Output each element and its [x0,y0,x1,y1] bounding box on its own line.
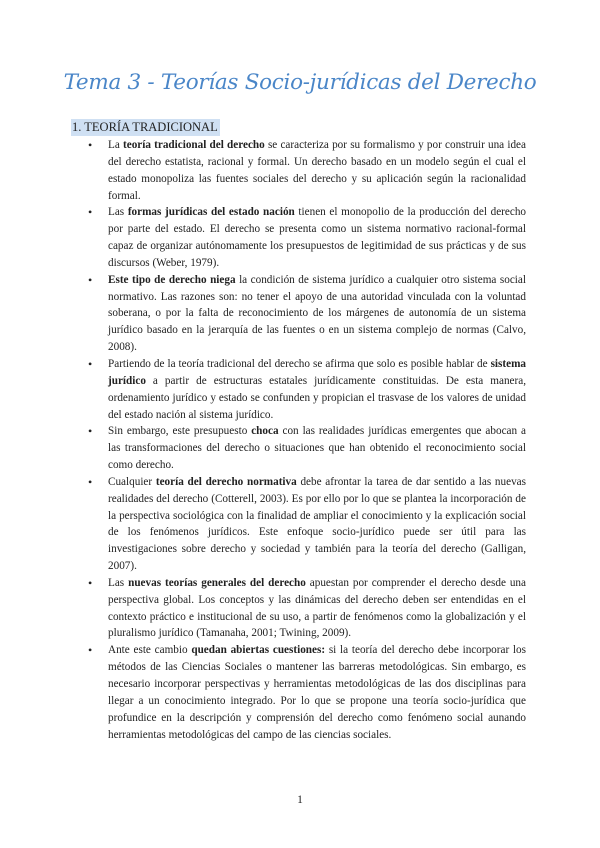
bold-term: teoría del derecho normativa [155,475,297,488]
bold-term: formas jurídicas del estado nación [127,206,295,219]
bullet-item: • Partiendo de la teoría tradicional del derecho se afirma que solo es posible hablar de sistema jurídico a partir de estructuras estatales jurídicamente constituidas. De esta manera, ordenamiento jurídico y estado se confunden y propician el trasvase de los valores de unidad del estado nación al sistema jurídico. [108,356,526,423]
bold-term: quedan abiertas cuestiones: [191,644,326,657]
page-number: 1 [297,794,303,806]
bold-term: sistema jurídico [108,357,526,387]
section-heading: 1. TEORÍA TRADICIONAL [72,120,218,134]
bullet-item: • Las nuevas teorías generales del derecho apuestan por comprender el derecho desde una perspectiva global. Los conceptos y las dinámicas del derecho deben ser entendidas en el contexto práctico e institucional de su uso, a partir de fenómenos como la globalización y el pluralismo jurídico (Tamanaha, 2001; Twining, 2009). [108,575,526,642]
bold-term: choca [251,425,279,438]
bullet-item: • Cualquier teoría del derecho normativa debe afrontar la tarea de dar sentido a las nuevas realidades del derecho (Cotterell, 2003). Es por ello por lo que se plantea la incorporación de la perspectiva sociológica con la finalidad de ampliar el conocimiento y la explicación social de los fenómenos jurídicos. Este enfoque socio-jurídico puede ser útil para las investigaciones sobre derecho y sociedad y también para la teoría del derecho (Galligan, 2007). [108,474,526,575]
bullet-item: • Las formas jurídicas del estado nación tienen el monopolio de la producción del derecho por parte del estado. El derecho se presenta como un sistema normativo racional-formal capaz de organizar autónomamente los presupuestos de legitimidad de sus prácticas y de sus discursos (Weber, 1979). [108,204,526,271]
bullet-item: • Ante este cambio quedan abiertas cuestiones: si la teoría del derecho debe incorporar los métodos de las Ciencias Sociales o mantener las barreras metodológicas. Sin embargo, es necesario incorporar perspectivas y herramientas metodológicas de las dos disciplinas para llegar a un conocimiento integrado. Por lo que se propone una teoría socio-jurídica que profundice en la descripción y comprensión del derecho como fenómeno social aunando herramientas metodológicas del campo de las ciencias sociales. [108,642,526,743]
bullet-item: • Sin embargo, este presupuesto choca con las realidades jurídicas emergentes que abocan a las transformaciones del derecho o situaciones que han obtenido el reconocimiento social como derecho. [108,423,526,474]
bullet-item: • La teoría tradicional del derecho se caracteriza por su formalismo y por construir una idea del derecho estatista, racional y formal. Un derecho basado en un modelo según el cual el estado monopoliza las fuentes sociales del derecho y su aplicación según la racionalidad formal. [108,137,526,204]
bullet-item: • Este tipo de derecho niega la condición de sistema jurídico a cualquier otro sistema social normativo. Las razones son: no tener el apoyo de una autoridad vinculada con la voluntad soberana, o por la falta de reconocimiento de los márgenes de autonomía de un sistema jurídico basado en la jerarquía de las fuentes o en un sistema complejo de normas (Calvo, 2008). [108,272,526,356]
document-title: Tema 3 - Teorías Socio-jurídicas del Derecho [63,70,537,95]
bullet-list [108,137,526,743]
bold-term: teoría tradicional del derecho [123,139,265,151]
bold-term: Este tipo de derecho niega [108,273,236,286]
bold-term: nuevas teorías generales del derecho [128,576,306,589]
